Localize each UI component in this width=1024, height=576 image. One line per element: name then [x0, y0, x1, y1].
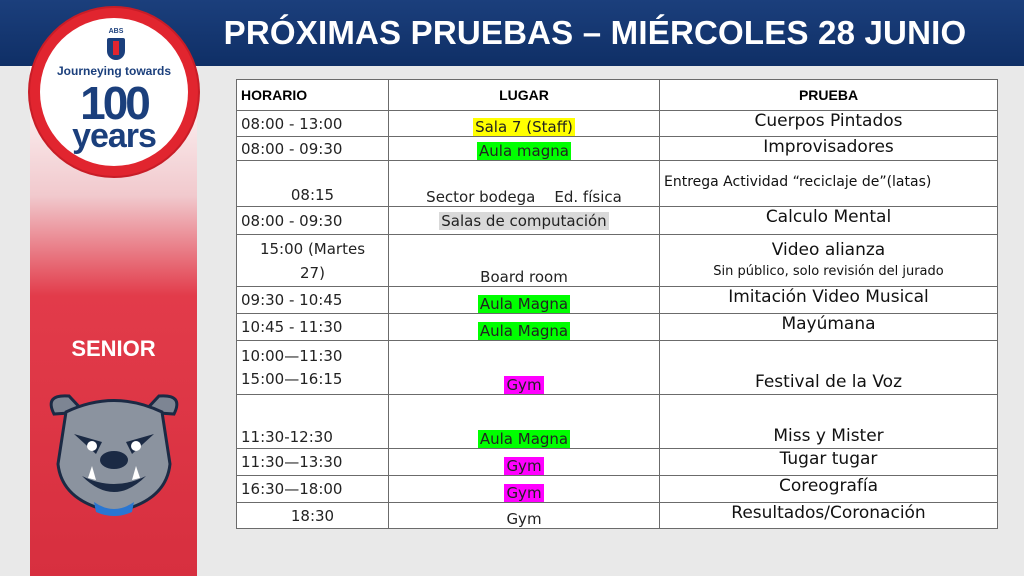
table-row	[237, 503, 998, 529]
row-time: 11:30-12:30	[237, 395, 389, 449]
place-label: Gym	[506, 457, 542, 475]
row-time: 09:30 - 10:45	[237, 287, 389, 314]
row-time: 11:30—13:30	[237, 449, 389, 476]
table-header-row	[237, 80, 998, 111]
place-label: Aula magna	[479, 142, 569, 160]
anniversary-logo	[30, 8, 198, 176]
row-place	[389, 314, 660, 341]
column-header-prueba: PRUEBA	[660, 80, 998, 111]
time-line: 15:00 (Martes	[259, 239, 366, 258]
event-label: Video alianza	[771, 240, 886, 260]
table-row	[237, 287, 998, 314]
row-event	[660, 161, 998, 207]
row-time: 08:00 - 13:00	[237, 111, 389, 137]
row-place	[389, 476, 660, 503]
place-label: Gym	[506, 484, 542, 502]
column-header-lugar: LUGAR	[389, 80, 660, 111]
table-row	[237, 476, 998, 503]
place-label: Aula Magna	[479, 322, 569, 340]
row-event: Imitación Video Musical	[660, 287, 998, 314]
row-event: Improvisadores	[660, 137, 998, 161]
row-time: 18:30	[237, 503, 389, 529]
bulldog-mascot-icon	[44, 384, 184, 524]
row-event: Festival de la Voz	[660, 341, 998, 395]
row-time	[237, 235, 389, 287]
table-row	[237, 207, 998, 235]
logo-inner-circle	[40, 18, 188, 166]
logo-number: 100	[80, 77, 148, 129]
row-event: Cuerpos Pintados	[660, 111, 998, 137]
row-event: Miss y Mister	[660, 395, 998, 449]
table-row	[237, 137, 998, 161]
row-time: 10:45 - 11:30	[237, 314, 389, 341]
place-label: Aula Magna	[479, 295, 569, 313]
row-time: 16:30—18:00	[237, 476, 389, 503]
place-label: Gym	[506, 376, 542, 394]
time-line: 10:00—11:30	[241, 346, 343, 365]
shield-icon	[107, 38, 125, 60]
row-place: Sector bodega Ed. física	[389, 161, 660, 207]
place-label: Aula Magna	[479, 430, 569, 448]
row-place	[389, 207, 660, 235]
row-time	[237, 341, 389, 395]
table-row	[237, 341, 998, 395]
row-place	[389, 287, 660, 314]
row-event: Coreografía	[660, 476, 998, 503]
time-line: 15:00—16:15	[241, 369, 343, 388]
table-row	[237, 111, 998, 137]
row-place	[389, 341, 660, 395]
table-row	[237, 161, 998, 207]
logo-years: years	[72, 117, 156, 155]
column-header-horario: HORARIO	[237, 80, 389, 111]
row-time: 08:00 - 09:30	[237, 137, 389, 161]
row-place	[389, 137, 660, 161]
table-row	[237, 395, 998, 449]
row-time: 08:15	[237, 161, 389, 207]
section-label: SENIOR	[71, 336, 156, 361]
row-place: Gym	[389, 503, 660, 529]
row-place	[389, 395, 660, 449]
event-label: Entrega Actividad “reciclaje de”(latas)	[664, 174, 932, 190]
row-place	[389, 449, 660, 476]
table-row	[237, 235, 998, 287]
logo-tagline: Journeying towards	[56, 64, 172, 78]
place-label: Salas de computación	[441, 211, 607, 230]
table-row	[237, 449, 998, 476]
row-time: 08:00 - 09:30	[237, 207, 389, 235]
page-title: PRÓXIMAS PRUEBAS – MIÉRCOLES 28 JUNIO	[223, 14, 967, 51]
row-event: Calculo Mental	[660, 207, 998, 235]
logo-abs-text: ABS	[108, 28, 124, 35]
time-line: 27)	[300, 263, 325, 282]
row-event: Tugar tugar	[660, 449, 998, 476]
event-note: Sin público, solo revisión del jurado	[713, 264, 944, 279]
schedule-table	[236, 79, 998, 529]
row-event: Mayúmana	[660, 314, 998, 341]
row-event	[660, 235, 998, 287]
table-row	[237, 314, 998, 341]
row-place: Board room	[389, 235, 660, 287]
row-event: Resultados/Coronación	[660, 503, 998, 529]
row-place	[389, 111, 660, 137]
place-label: Sala 7 (Staff)	[475, 118, 573, 136]
